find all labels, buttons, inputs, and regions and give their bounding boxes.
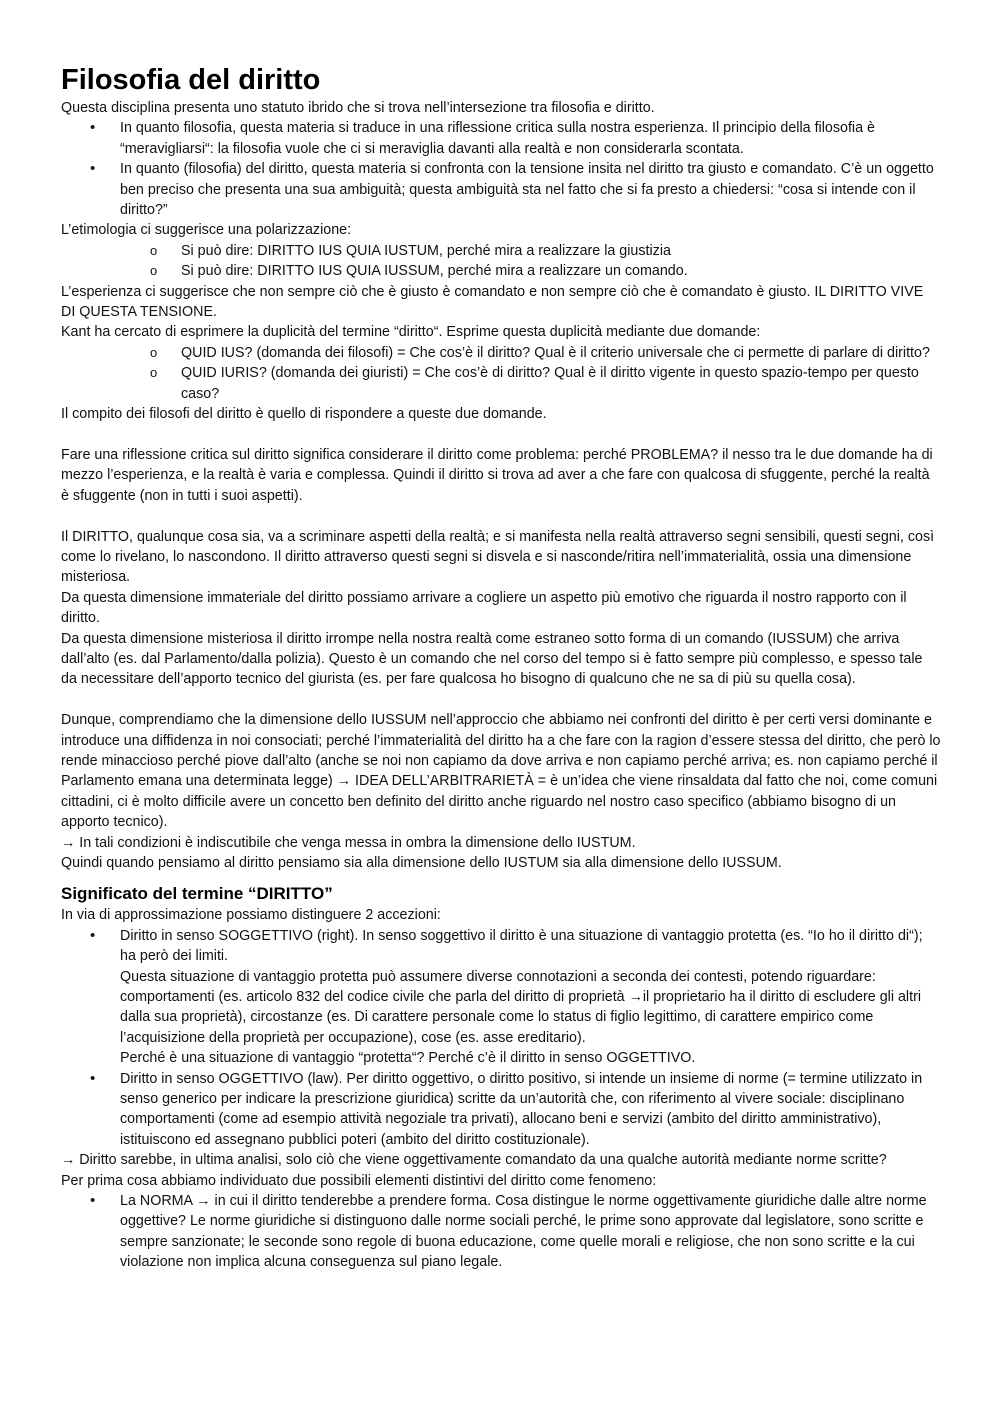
bullet-list-accezioni [61,926,941,1150]
dunque-paragraph: Dunque, comprendiamo che la dimensione dello IUSSUM nell’approccio che abbiamo nei confronti del diritto è per certi versi dominante e introduce una diffidenza in noi consociati; perché l’immaterialità del diritto ha a che fare con la ragion d’essere stessa del diritto, che però lo rende minaccioso perché piove dall’alto (anche se noi non capiamo da dove arriva e non capiamo perché arriva; es. non capiamo perché il Parlamento emana una determinata legge) → IDEA DELL’ARBITRARIETÀ = è un’idea che viene rinsaldata dal fatto che noi, come comuni cittadini, ci è molto difficile avere un concetto ben definito del diritto anche riguardo nel nostro caso specifico (abbiamo bisogno di un apporto tecnico). [61,712,941,831]
intro-paragraph: Questa disciplina presenta uno statuto ibrido che si trova nell’intersezione tra filosofia e diritto. [61,100,655,116]
section-heading: Significato del termine “DIRITTO” [61,884,333,904]
kant-paragraph: Kant ha cercato di esprimere la duplicità del termine “diritto“. Esprime questa duplicità mediante due domande: [61,324,761,341]
circle-list-etimologia [61,241,941,282]
riflessione-paragraph: Fare una riflessione critica sul diritto significa considerare il diritto come problema: perché PROBLEMA? il nesso tra le due domande ha di mezzo l’esperienza, e la realtà è varia e complessa. Quindi il diritto si trova ad aver a che fare con qualcosa di sfuggente, perché la realtà è sfuggente (non in tutti i suoi aspetti). [61,446,933,504]
list-item-oggettivo: • Diritto in senso OGGETTIVO (law). Per diritto oggettivo, o diritto positivo, si intende un insieme di norme (= termine utilizzato in senso generico per indicare la prescrizione giuridica) scritte da un’autorità che, con riferimento al vivere sociale: disciplinano comportamenti (come ad esempio attività negoziale tra privati), allocano beni e servizi (ambito del diritto amministrativo), istituiscono ed assegnano pubblici poteri (ambito del diritto costituzionale). [61,1069,941,1151]
soggettivo-line: • Diritto in senso SOGGETTIVO (right). In senso soggettivo il diritto è una situazione di vantaggio protetta (es. “Io ho il diritto di“); ha però dei limiti. [120,927,923,965]
circle-list-kant [61,343,941,404]
list-item: • In quanto (filosofia) del diritto, questa materia si confronta con la tensione insita nel diritto tra giusto e comandato. C’è un oggetto ben preciso che presenta una sua ambiguità; questa ambiguità sta nel fatto che si fa presto a chiedersi: “cosa si intende con il diritto?” [61,159,941,220]
soggettivo-line: Questa situazione di vantaggio protetta può assumere diverse connotazioni a seconda dei contesti, potendo riguardare: comportamenti (es. articolo 832 del codice civile che parla del diritto di proprietà →il proprietario ha il diritto di escludere gli altri dalla sua proprietà), circostanze (es. Di carattere personale come lo status di figlio legittimo, di carattere empirico come l’acquisizione della proprietà per occupazione), cose (es. asse ereditario). [120,968,922,1046]
prima-cosa-paragraph: Per prima cosa abbiamo individuato due possibili elementi distintivi del diritto come fenomeno: [61,1172,657,1189]
esperienza-paragraph: L’esperienza ci suggerisce che non sempre ciò che è giusto è comandato e non sempre ciò che è comandato è giusto. IL DIRITTO VIVE DI QUESTA TENSIONE. [61,283,924,321]
list-item-norma: • La NORMA → in cui il diritto tenderebbe a prendere forma. Cosa distingue le norme oggettivamente giuridiche dalle altre norme oggettive? Le norme giuridiche si distinguono dalle norme sociali perché, le prime sono approvate dal legislatore, sono scritte e sempre sanzionate; le seconde sono regole di buona educazione, come quelle morali e religiose, che non sono scritte e la cui violazione non implica alcuna conseguenza sul piano legale. [61,1191,941,1273]
list-item: o Si può dire: DIRITTO IUS QUIA IUSSUM, perché mira a realizzare un comando. [61,261,941,281]
dimensione-immateriale-paragraph: Da questa dimensione immateriale del diritto possiamo arrivare a cogliere un aspetto più emotivo che riguarda il nostro rapporto con il diritto. [61,589,907,627]
bullet-list-filosofia [61,118,941,220]
soggettivo-line: Perché è una situazione di vantaggio “protetta“? Perché c’è il diritto in senso OGGETTIVO. [120,1050,696,1067]
list-item: o Si può dire: DIRITTO IUS QUIA IUSTUM, perché mira a realizzare la giustizia [61,241,941,261]
condizioni-paragraph: → In tali condizioni è indiscutibile che venga messa in ombra la dimensione dello IUSTUM. [61,834,636,851]
dimensione-misteriosa-paragraph: Da questa dimensione misteriosa il diritto irrompe nella nostra realtà come estraneo sotto forma di un comando (IUSSUM) che arriva dall’alto (es. dal Parlamento/dalla polizia). Questo è un comando che nel corso del tempo si è fatto sempre più complesso, e spesso tale da necessitare dell’apporto tecnico del giurista (es. per fare qualcosa ho bisogno di qualcuno che ne sa di più su quella cosa). [61,630,923,688]
spacer [61,506,941,526]
spacer [61,425,941,445]
bullet-list-elementi [61,1191,941,1273]
list-item: o QUID IUS? (domanda dei filosofi) = Che cos’è il diritto? Qual è il criterio universale che ci permette di parlare di diritto? [61,343,941,363]
page-title: Filosofia del diritto [61,64,321,96]
accezioni-paragraph: In via di approssimazione possiamo distinguere 2 accezioni: [61,907,441,924]
compito-paragraph: Il compito dei filosofi del diritto è quello di rispondere a queste due domande. [61,406,547,423]
document-page [61,62,941,1273]
list-item-soggettivo [61,926,941,1069]
diritto-segni-paragraph: Il DIRITTO, qualunque cosa sia, va a scriminare aspetti della realtà; e si manifesta nella realtà attraverso segni sensibili, questi segni, così come lo rivelano, lo nascondono. Il diritto attraverso questi segni si disvela e si nasconde/ritira nell’immaterialità, ossia una dimensione misteriosa. [61,528,935,586]
list-item: o QUID IURIS? (domanda dei giuristi) = Che cos’è di diritto? Qual è il diritto vigente in questo spazio-tempo per questo caso? [61,363,941,404]
quindi-paragraph: Quindi quando pensiamo al diritto pensiamo sia alla dimensione dello IUSTUM sia alla dimensione dello IUSSUM. [61,854,782,871]
sarebbe-paragraph: → Diritto sarebbe, in ultima analisi, solo ciò che viene oggettivamente comandato da una qualche autorità mediante norme scritte? [61,1152,887,1169]
etimologia-paragraph: L’etimologia ci suggerisce una polarizzazione: [61,222,352,239]
spacer [61,690,941,710]
list-item: • In quanto filosofia, questa materia si traduce in una riflessione critica sulla nostra esperienza. Il principio della filosofia è “meravigliarsi“: la filosofia vuole che ci si meraviglia davanti alla realtà e non considerarla scontata. [61,118,941,159]
